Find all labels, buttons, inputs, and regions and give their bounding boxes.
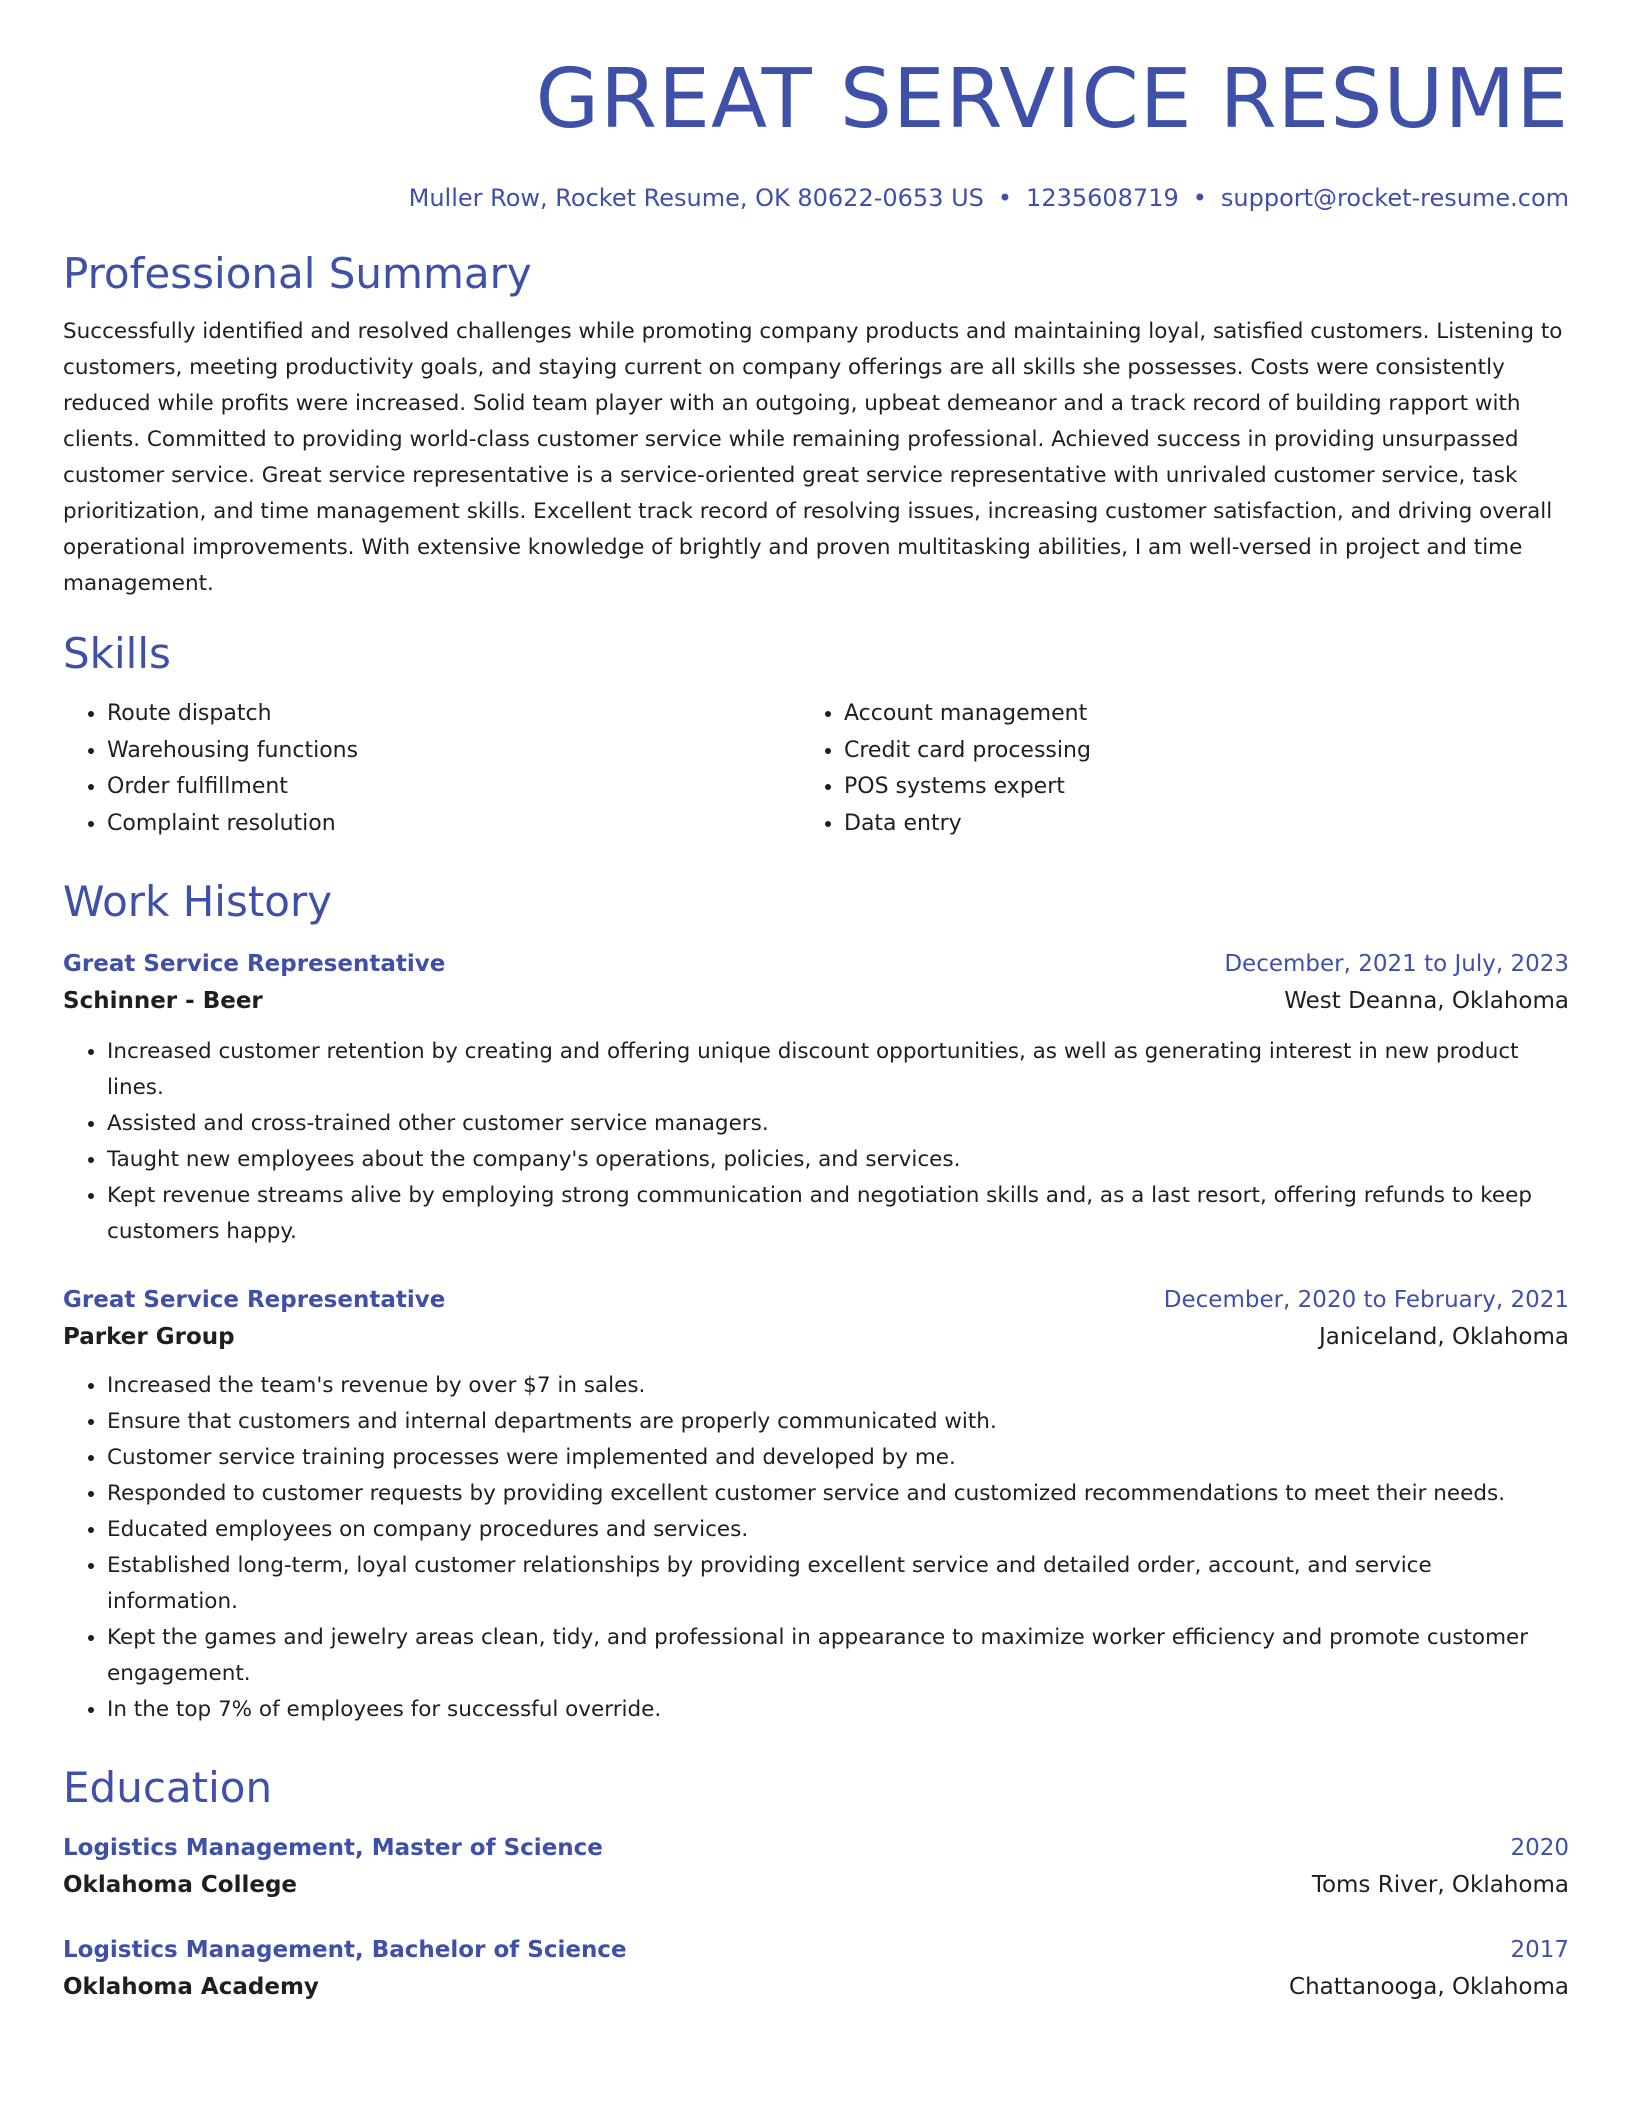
job-bullet: • Kept revenue streams alive by employing strong communication and negotiation skills and, as a last resort, offering refunds to keep customers happy. [107,1178,1569,1250]
skill-item: • Credit card processing [844,733,1537,770]
job-bullets [63,1368,1569,1728]
job-bullet: • Taught new employees about the company's operations, policies, and services. [107,1142,1569,1178]
section-title-skills: Skills [63,629,171,678]
section-title-summary: Professional Summary [63,249,532,298]
skill-item: • Complaint resolution [107,806,800,843]
skills-column-right [800,696,1537,842]
job-bullet: • Kept the games and jewelry areas clean, tidy, and professional in appearance to maximize worker efficiency and promote customer engagement. [107,1620,1569,1692]
job-company: Schinner - Beer [63,988,263,1014]
job-company: Parker Group [63,1324,235,1350]
job-bullet: • Increased the team's revenue by over $7 in sales. [107,1368,1569,1404]
job-header-row [63,1282,1569,1318]
job-location: Janiceland, Oklahoma [1319,1324,1569,1350]
education-header-row [63,1830,1569,1866]
job-bullets [63,1034,1569,1250]
skills-column-left [63,696,800,842]
job-title: Great Service Representative [63,951,446,977]
education-school-row [63,1866,1569,1904]
resume-name: GREAT SERVICE RESUME [535,52,1569,147]
education-degree: Logistics Management, Bachelor of Science [63,1937,627,1963]
job-title: Great Service Representative [63,1287,446,1313]
job-bullet: • Ensure that customers and internal departments are properly communicated with. [107,1404,1569,1440]
education-school: Oklahoma College [63,1872,298,1898]
job-bullet: • Established long-term, loyal customer relationships by providing excellent service and detailed order, account, and service information. [107,1548,1569,1620]
education-degree: Logistics Management, Master of Science [63,1835,603,1861]
job-bullet: • Increased customer retention by creating and offering unique discount opportunities, as well as generating interest in new product lines. [107,1034,1569,1106]
job-bullet: • Assisted and cross-trained other customer service managers. [107,1106,1569,1142]
summary-text: Successfully identified and resolved challenges while promoting company products and maintaining loyal, satisfied customers. Listening to customers, meeting productivity goals, and staying current on company offerings are all skills she possesses. Costs were consistently reduced while profits were increased. Solid team player with an outgoing, upbeat demeanor and a track record of building rapport with clients. Committed to providing world-class customer service while remaining professional. Achieved success in providing unsurpassed customer service. Great service representative is a service-oriented great service representative with unrivaled customer service, task prioritization, and time management skills. Excellent track record of resolving issues, increasing customer satisfaction, and driving overall operational improvements. With extensive knowledge of brightly and proven multitasking abilities, I am well-versed in project and time management. [63,319,1563,596]
education-header-row [63,1932,1569,1968]
contact-phone: 1235608719 [1026,184,1179,212]
education-year: 2017 [1510,1937,1569,1963]
job-dates: December, 2021 to July, 2023 [1224,951,1569,977]
education-school-row [63,1968,1569,2006]
section-title-work-history: Work History [63,877,333,926]
section-title-education: Education [63,1763,273,1812]
job-company-row [63,982,1569,1020]
job-company-row [63,1318,1569,1356]
education-year: 2020 [1510,1835,1569,1861]
work-entry [63,1282,1569,1728]
skill-item: • Data entry [844,806,1537,843]
job-location: West Deanna, Oklahoma [1284,988,1569,1014]
skill-item: • Route dispatch [107,696,800,733]
contact-line [63,182,1569,214]
job-bullet: • Educated employees on company procedures and services. [107,1512,1569,1548]
education-location: Chattanooga, Oklahoma [1289,1974,1569,2000]
education-school: Oklahoma Academy [63,1974,319,2000]
job-header-row [63,946,1569,982]
job-bullet: • In the top 7% of employees for successful override. [107,1692,1569,1728]
education-entry [63,1932,1569,2006]
job-bullet: • Customer service training processes were implemented and developed by me. [107,1440,1569,1476]
skill-item: • POS systems expert [844,769,1537,806]
education-location: Toms River, Oklahoma [1311,1872,1569,1898]
separator-dot: • [1192,184,1207,212]
contact-email[interactable]: support@rocket-resume.com [1220,184,1569,212]
skill-item: • Order fulfillment [107,769,800,806]
work-entry [63,946,1569,1250]
skill-item: • Account management [844,696,1537,733]
contact-address: Muller Row, Rocket Resume, OK 80622-0653 US [408,184,984,212]
skill-item: • Warehousing functions [107,733,800,770]
job-bullet: • Responded to customer requests by providing excellent customer service and customized recommendations to meet their needs. [107,1476,1569,1512]
education-entry [63,1830,1569,1904]
skills-list [63,696,1569,842]
job-dates: December, 2020 to February, 2021 [1163,1287,1569,1313]
separator-dot: • [997,184,1013,212]
